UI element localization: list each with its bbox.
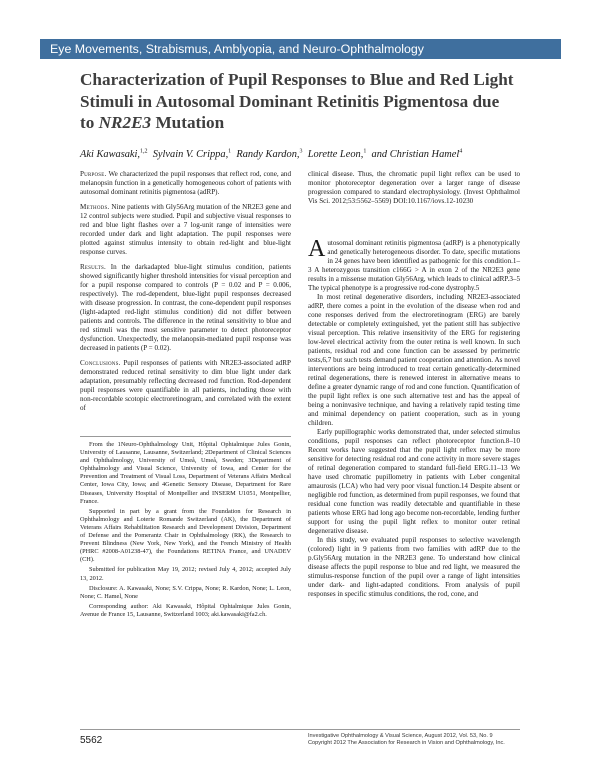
section-banner: Eye Movements, Strabismus, Amblyopia, and Neuro-Ophthalmology <box>40 39 561 59</box>
abstract-text: Pupil responses of patients with NR2E3-associated adRP demonstrated reduced retinal sensitivity to dim blue light under dark adaptation, presumably reflecting decreased rod function. Rod-dependent pupil responses were quantifiable in all patients, including those with non-recordable scotopic electroretinogram, and correlated with the extent of <box>80 359 291 412</box>
title-gene-name: NR2E3 <box>98 113 152 132</box>
title-line-3-suffix: Mutation <box>151 113 225 132</box>
author-affiliation-mark: 4 <box>459 148 463 155</box>
title-line-3-prefix: to <box>80 113 99 132</box>
footnote-divider <box>80 436 291 437</box>
introduction-body <box>308 236 520 599</box>
author-name: Lorette Leon, <box>307 149 364 160</box>
author-affiliation-mark: 1 <box>363 148 367 155</box>
footer-divider <box>80 729 520 730</box>
abstract-continuation <box>308 170 520 206</box>
footnote-affiliations: From the 1Neuro-Ophthalmology Unit, Hôpital Ophtalmique Jules Gonin, University of Lausanne, Lausanne, Switzerland; 2Department of Clinical Sciences and Ophthalmology, University of Umeå, Umeå, Sweden; 3Department of Ophthalmology and Visual Science, University of Iowa, and Center for the Prevention and Treatment of Visual Loss, Department of Veterans Affairs Medical Center, Iowa City, Iowa; and 4Genetic Sensory Disease, Department for Rare Diseases, University Hospital of Montpellier and INSERM U1051, Montpellier, France. <box>80 441 291 505</box>
abstract-text: Nine patients with Gly56Arg mutation of the NR2E3 gene and 12 control subjects were studied. Pupil and subjective visual responses to red and blue light flashes over a 7 log-unit range of intensities were recorded under dark and light adaptation. The pupil responses were plotted against stimulus intensity to obtain red-light and blue-light response curves. <box>80 203 291 256</box>
author-list <box>80 148 560 162</box>
body-paragraph: Early pupillographic works demonstrated that, under selected stimulus conditions, pupil responses can reflect photoreceptor function.8–10 Recent works have suggested that the pupil light reflex may be more sensitive for detecting residual rod and cone activity in more severe stages of retinal degeneration compared to standard full-field ERG.11–13 We have used chromatic pupillometry in patients with Leber congenital amaurosis (LCA) who had very poor visual function.14 Despite absent or negligible rod function, as determined from pupil responses, we found that residual cone function was readily detectable and quantifiable in these patients whose ERG had long ago become non-recordable, lending further support for using the pupil light reflex to monitor outer retinal degenerative disease. <box>308 428 520 535</box>
footnotes-block <box>80 436 291 621</box>
abstract-results <box>80 263 291 353</box>
abstract-text: In the darkadapted blue-light stimulus condition, patients showed significantly higher threshold intensities for visual perception and for a pupil response compared to controls (P = 0.02 and P = 0.006, respectively). The rod-dependent, blue-light pupil responses decreased with disease progression. In contrast, the cone-dependent pupil responses (light-adapted red-light stimulus condition) did not differ between patients and controls. The difference in the retinal sensitivity to blue and red stimuli was the most sensitive parameter to detect photoreceptor dysfunction. Unexpectedly, the melanopsin-mediated pupil response was decreased in patients (P = 0.02). <box>80 263 291 352</box>
abstract-heading: Results. <box>80 263 106 271</box>
author-name: Randy Kardon, <box>236 149 300 160</box>
body-paragraph: In most retinal degenerative disorders, including NR2E3-associated adRP, there comes a point in the evolution of the disease when rod and cone responses derived from the electroretinogram (ERG) are barely detectable or completely extinguished, yet the patient still has subjective visual perception. This relative insensitivity of the ERG for registering low-level electrical activity from the outer retina is well known. In such patients, residual rod and cone function can be assessed by perimetric tests,6,7 but such tests demand patient cooperation and attention. As novel interventions are being introduced to treat certain genetically-determined retinal degenerations, there is renewed interest in alternative means to define a greater dynamic range of rod and cone function. Quantification of the pupil light reflex is one such alternative test and has the appeal of being a noninvasive technique, and having a relatively rapid testing time and minimal dependency on patient cooperation, such as in young children. <box>308 293 520 427</box>
abstract-continuation-text: clinical disease. Thus, the chromatic pupil light reflex can be used to monitor photoreceptor degeneration over a larger range of disease progression compared to standard electrophysiology. (Invest Ophthalmol Vis Sci. 2012;53:5562–5569) DOI:10.1167/iovs.12-10230 <box>308 170 520 205</box>
journal-copyright-line: Copyright 2012 The Association for Research in Vision and Ophthalmology, Inc. <box>308 740 505 747</box>
author-affiliation-mark: 1,2 <box>140 148 148 155</box>
journal-issue-line: Investigative Ophthalmology & Visual Science, August 2012, Vol. 53, No. 9 <box>308 733 493 739</box>
drop-cap: A <box>308 236 326 262</box>
body-paragraph: In this study, we evaluated pupil responses to selective wavelength (colored) light in 9 patients from two families with adRP due to the p.Gly56Arg mutation in the NR2E3 gene. To understand how clinical disease affects the pupil response to blue and red light, we measured the stimulus-response function of the pupil over a range of light intensities under dark- and light-adapted conditions. From analysis of pupil responses in specific stimulus conditions, the rod, cone, and <box>308 536 520 598</box>
abstract-conclusions <box>80 359 291 413</box>
footnote-submission: Submitted for publication May 19, 2012; revised July 4, 2012; accepted July 13, 2012. <box>80 566 291 582</box>
footnote-disclosure: Disclosure: A. Kawasaki, None; S.V. Crippa, None; R. Kardon, None; L. Leon, None; C. Hamel, None <box>80 584 291 600</box>
abstract-heading: Purpose. <box>80 170 107 178</box>
title-line-2: Stimuli in Autosomal Dominant Retinitis Pigmentosa due <box>80 91 500 111</box>
article-title <box>80 69 550 134</box>
abstract-purpose <box>80 170 291 197</box>
abstract-heading: Methods. <box>80 203 110 211</box>
abstract-heading: Conclusions. <box>80 359 121 367</box>
abstract-column <box>80 170 291 419</box>
body-paragraph <box>308 236 520 293</box>
footnote-corresponding-author: Corresponding author: Aki Kawasaki, Hôpital Ophtalmique Jules Gonin, Avenue de France 15, Lausanne, Switzerland 1003; aki.kawasaki@fa2.ch. <box>80 602 291 618</box>
page-number: 5562 <box>80 735 103 746</box>
footnote-funding: Supported in part by a grant from the Foundation for Research in Ophthalmology and Loterie Romande Switzerland (AK), the Department of Veterans Affairs Rehabilitation Research and Development Division, Department of Defense and the Pomerantz Chair in Ophthalmology (RK), the Research to Prevent Blindness (New York, New York), and the French Ministry of Health (PHRC #2008-A01238-47), the Foundations RETINA France, and UNADEV (CH). <box>80 507 291 564</box>
author-name: Aki Kawasaki, <box>80 149 141 160</box>
journal-citation <box>308 733 548 747</box>
title-line-1: Characterization of Pupil Responses to Blue and Red Light <box>80 70 514 89</box>
abstract-text: We characterized the pupil responses that reflect rod, cone, and melanopsin function in a genetically homogeneous cohort of patients with autosomal dominant retinitis pigmentosa (adRP). <box>80 170 291 196</box>
body-paragraph-text: utosomal dominant retinitis pigmentosa (adRP) is a phenotypically and genetically heterogeneous disorder. To date, specific mutations in 24 genes have been identified as pathogenic for this condition.1–3 A heterozygous transition c166G > A in exon 2 of the NR2E3 gene results in a missense mutation Gly56Arg, which leads to clinical adRP.3–5 The typical phenotype is a progressive rod-cone dystrophy.5 <box>308 239 520 292</box>
author-name: and Christian Hamel <box>371 149 460 160</box>
abstract-methods <box>80 203 291 257</box>
author-affiliation-mark: 1 <box>228 148 232 155</box>
author-name: Sylvain V. Crippa, <box>152 149 229 160</box>
author-affiliation-mark: 3 <box>299 148 303 155</box>
